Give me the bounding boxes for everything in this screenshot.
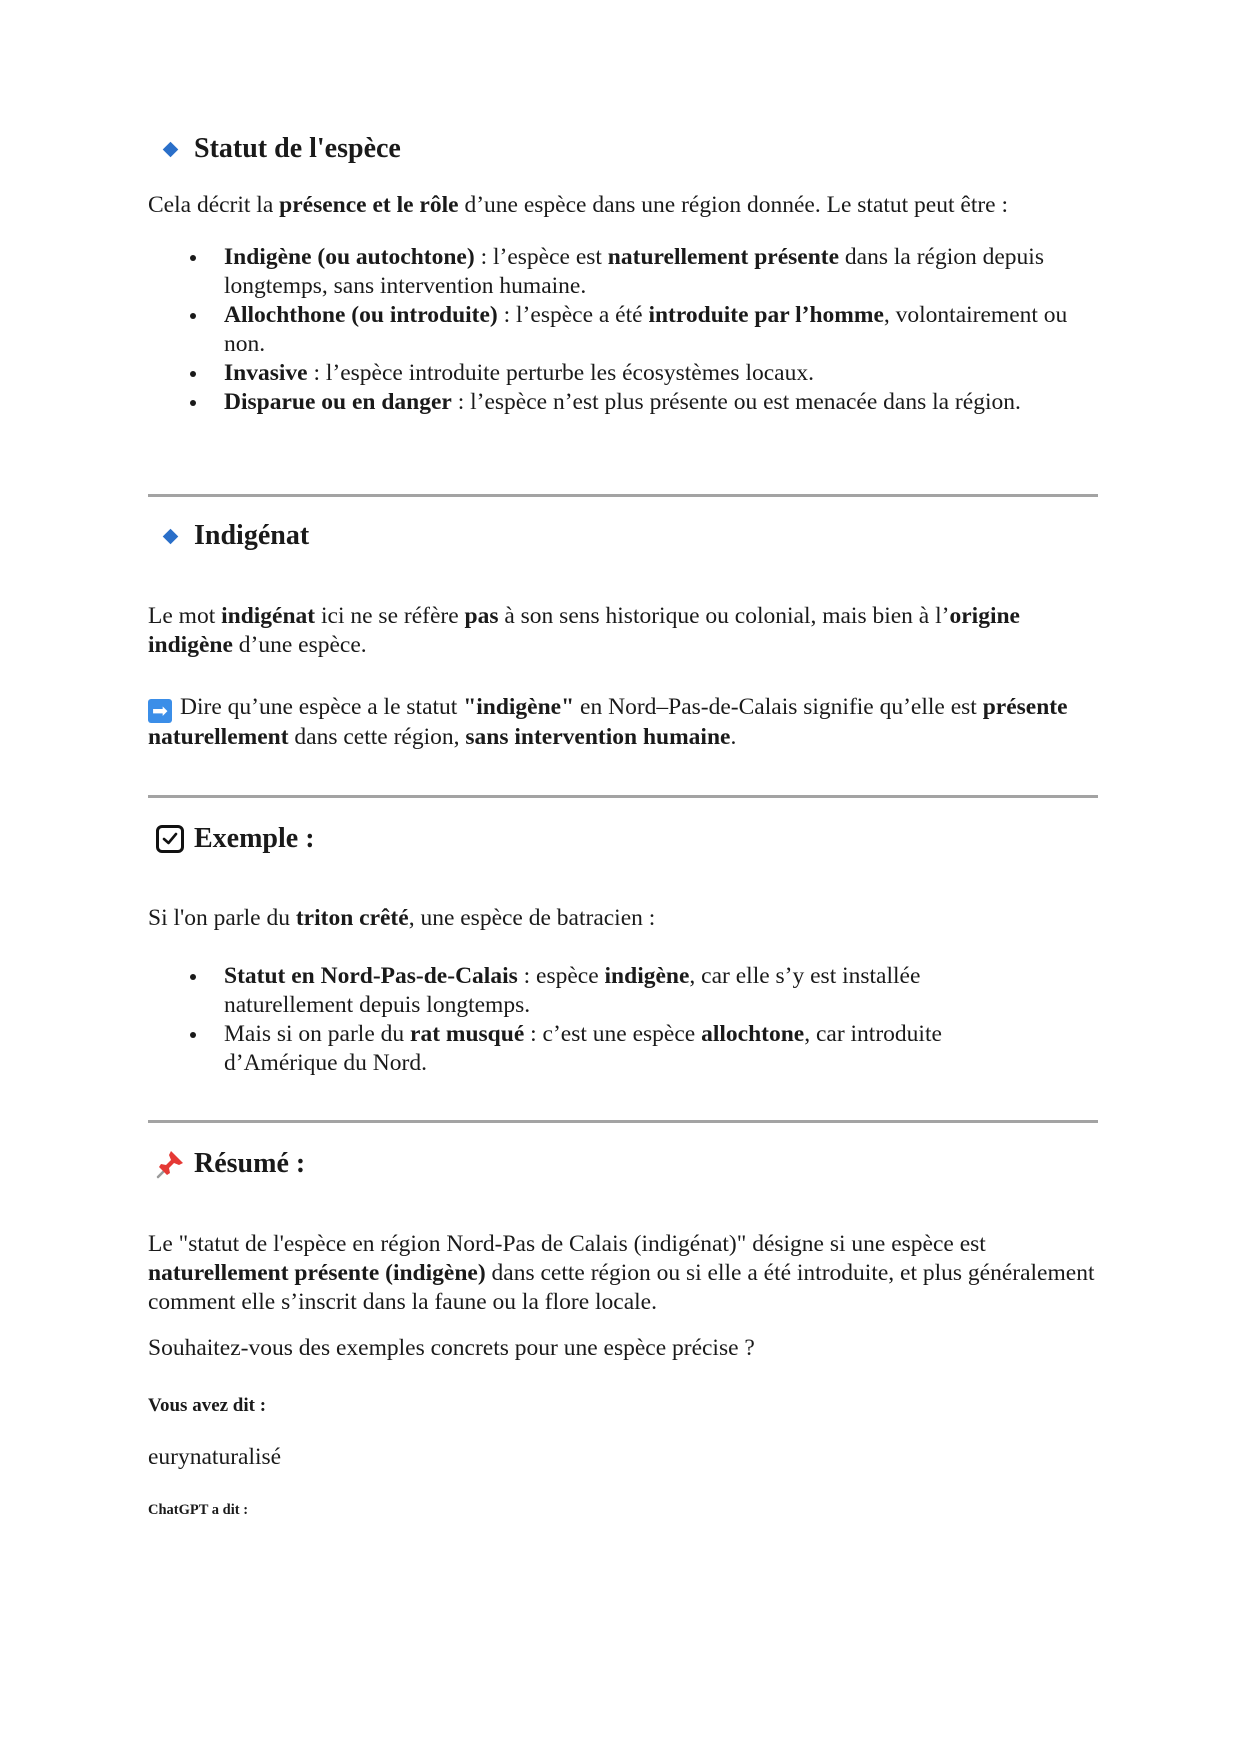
- section-divider: [148, 494, 1098, 497]
- section-divider: [148, 795, 1098, 798]
- list-item: Indigène (ou autochtone) : l’espèce est naturellement présente dans la région depuis longtemps, sans intervention humaine.: [148, 243, 1098, 301]
- section-heading-statut: [148, 133, 401, 165]
- section2-para1: Le mot indigénat ici ne se réfère pas à son sens historique ou colonial, mais bien à l’origine indigène d’une espèce.: [148, 603, 1020, 658]
- user-label: Vous avez dit :: [148, 1395, 267, 1416]
- section-heading-indigenat: [148, 520, 309, 552]
- list-item: Invasive : l’espèce introduite perturbe les écosystèmes locaux.: [148, 359, 1098, 388]
- section3-intro: Si l'on parle du triton crêté, une espèce de batracien :: [148, 905, 656, 931]
- user-message: eurynaturalisé: [148, 1444, 282, 1470]
- list-item: Disparue ou en danger : l’espèce n’est plus présente ou est menacée dans la région.: [148, 388, 1098, 417]
- blue-diamond-icon: [148, 144, 192, 155]
- section2-para2: ➡ Dire qu’une espèce a le statut "indigène" en Nord–Pas-de-Calais signifie qu’elle est présente naturellement dans cette région, sans intervention humaine.: [148, 694, 1068, 750]
- check-box-icon: [148, 825, 192, 853]
- right-arrow-icon: ➡: [148, 699, 172, 723]
- section-divider: [148, 1120, 1098, 1123]
- blue-diamond-icon: [148, 531, 192, 542]
- section-title: Indigénat: [194, 520, 310, 551]
- list-item: Statut en Nord-Pas-de-Calais : espèce indigène, car elle s’y est installée naturellement depuis longtemps.: [148, 962, 1028, 1020]
- pushpin-icon: [148, 1148, 192, 1180]
- section1-intro: Cela décrit la présence et le rôle d’une espèce dans une région donnée. Le statut peut être :: [148, 192, 1009, 218]
- list-item: Mais si on parle du rat musqué : c’est une espèce allochtone, car introduite d’Amérique du Nord.: [148, 1020, 1028, 1078]
- section-heading-exemple: [148, 823, 315, 855]
- list-item: Allochthone (ou introduite) : l’espèce a été introduite par l’homme, volontairement ou non.: [148, 301, 1098, 359]
- section-heading-resume: [148, 1148, 305, 1180]
- assistant-label: ChatGPT a dit :: [148, 1502, 249, 1518]
- status-list: [148, 243, 1098, 417]
- followup-question: Souhaitez-vous des exemples concrets pour une espèce précise ?: [148, 1335, 755, 1361]
- section-title: Résumé :: [194, 1148, 306, 1179]
- section4-summary: Le "statut de l'espèce en région Nord-Pas de Calais (indigénat)" désigne si une espèce est naturellement présente (indigène) dans cette région ou si elle a été introduite, et plus généralement comment elle s’inscrit dans la faune ou la flore locale.: [148, 1231, 1095, 1315]
- section-title: Statut de l'espèce: [194, 133, 401, 164]
- example-list: [148, 962, 1028, 1078]
- section-title: Exemple :: [194, 823, 315, 854]
